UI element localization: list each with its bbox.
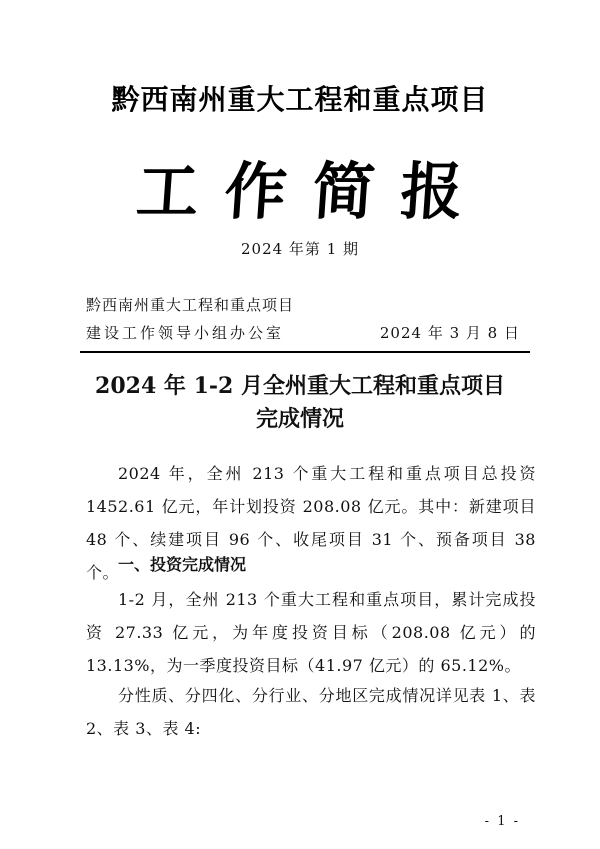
article-title (0, 370, 600, 436)
paragraph-overview: 2024 年，全州 213 个重大工程和重点项目总投资 1452.61 亿元，年计划投资 208.08 亿元。其中：新建项目 48 个、续建项目 96 个、收尾项目 31 个、预备项目 38 个。 (86, 464, 536, 582)
header-divider (80, 351, 530, 353)
page-number: - 1 - (484, 814, 520, 829)
article-title-line2: 完成情况 (255, 406, 344, 432)
paragraph-table-reference: 分性质、分四化、分行业、分地区完成情况详见表 1、表 2、表 3、表 4: (86, 686, 536, 738)
masthead-organization: 黔西南州重大工程和重点项目 (111, 83, 489, 116)
paragraph-investment-progress: 1-2 月，全州 213 个重大工程和重点项目，累计完成投资 27.33 亿元，为年度投资目标（208.08 亿元）的 13.13%，为一季度投资目标（41.97 亿元）的 65.12%。 (86, 590, 536, 675)
issue-date: 2024 年 3 月 8 日 (379, 324, 520, 342)
masthead-publication-title: 工作简报 (134, 155, 492, 228)
article-title-line1: 2024 年 1-2 月全州重大工程和重点项目 (95, 373, 505, 399)
section-heading-investment: 一、投资完成情况 (118, 555, 247, 574)
issuer-name-line1: 黔西南州重大工程和重点项目 (86, 296, 295, 314)
issue-number: 2024 年第 1 期 (240, 240, 360, 258)
issuer-name-line2: 建设工作领导小组办公室 (86, 324, 285, 342)
